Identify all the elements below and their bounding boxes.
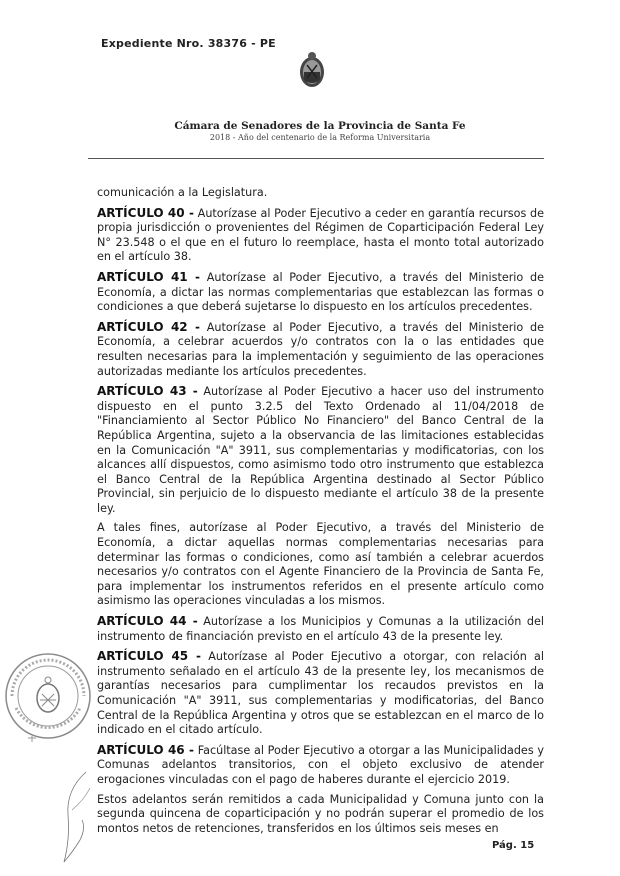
page-number: Pág. 15: [492, 840, 535, 851]
article-42: ARTÍCULO 42 - Autorízase al Poder Ejecutivo, a través del Ministerio de Economía, a celebrar acuerdos y/o contratos con la o las entidades que resulten necesarias para la implementación y seguimiento de las operaciones autorizadas mediante los artículos precedentes.: [97, 319, 544, 378]
article-heading: ARTÍCULO 42 -: [97, 319, 200, 334]
official-stamp-icon: [2, 650, 94, 742]
article-heading: ARTÍCULO 40 -: [97, 205, 194, 220]
article-heading: ARTÍCULO 43 -: [97, 384, 198, 399]
chamber-title: Cámara de Senadores de la Provincia de Santa Fe: [174, 120, 466, 132]
article-44: ARTÍCULO 44 - Autorízase a los Municipios y Comunas a la utilización del instrumento de financiación previsto en el artículo 43 de la presente ley.: [97, 614, 544, 643]
article-heading: ARTÍCULO 44 -: [97, 614, 198, 629]
paragraph: Estos adelantos serán remitidos a cada Municipalidad y Comuna junto con la segunda quincena de coparticipación y no podrán superar el promedio de los montos netos de retenciones, transferidos en los últimos seis meses en: [97, 792, 544, 835]
paragraph: A tales fines, autorízase al Poder Ejecutivo, a través del Ministerio de Economía, a dictar aquellas normas complementarias necesarias para determinar las formas o condiciones, como así también a celebrar acuerdos necesarios y/o contratos con el Agente Financiero de la Provincia de Santa Fe, para implementar los instrumentos referidos en el presente artículo como asimismo las operaciones vinculadas a los mismos.: [97, 521, 544, 608]
paragraph: comunicación a la Legislatura.: [97, 186, 268, 199]
article-41: ARTÍCULO 41 - Autorízase al Poder Ejecutivo, a través del Ministerio de Economía, a dictar las normas complementarias que establezcan las formas o condiciones a que deberá sujetarse lo dispuesto en los artículos precedentes.: [97, 269, 544, 314]
header-divider: [88, 158, 544, 159]
expediente-number: Expediente Nro. 38376 - PE: [101, 37, 276, 50]
article-heading: ARTÍCULO 46 -: [97, 742, 194, 757]
article-heading: ARTÍCULO 45 -: [97, 649, 201, 664]
article-45: ARTÍCULO 45 - Autorízase al Poder Ejecutivo a otorgar, con relación al instrumento señalado en el artículo 43 de la presente ley, los mecanismos de garantías necesarios para cumplimentar los recaudos previstos en la Comunicación "A" 3911, sus complementarias y modificatorias, del Banco Central de la República Argentina y otros que se establezcan en el marco de lo indicado en el citado artículo.: [97, 649, 545, 737]
header-subtitle: 2018 - Año del centenario de la Reforma Universitaria: [209, 133, 431, 142]
province-seal-icon: [298, 50, 326, 90]
article-40: ARTÍCULO 40 - Autorízase al Poder Ejecutivo a ceder en garantía recursos de propia jurisdicción o provenientes del Régimen de Coparticipación Federal Ley N° 23.548 o el que en el futuro lo reemplace, hasta el monto total autorizado en el artículo 38.: [97, 205, 545, 264]
article-43: ARTÍCULO 43 - Autorízase al Poder Ejecutivo a hacer uso del instrumento dispuesto en el punto 3.2.5 del Texto Ordenado al 11/04/2018 de "Financiamiento al Sector Público No Financiero" del Banco Central de la República Argentina, sujeto a la observancia de las limitaciones establecidas en la Comunicación "A" 3911, sus complementarias y modificatorias, con los alcances allí dispuestos, como asimismo todo otro instrumento que establezca el Banco Central de la República Argentina destinado al Sector Público Provincial, sin perjuicio de lo dispuesto mediante el artículo 38 de la presente ley.: [97, 384, 544, 515]
document-body: [97, 186, 544, 841]
handwritten-signature: [58, 770, 108, 870]
article-heading: ARTÍCULO 41 -: [97, 269, 200, 284]
article-46: ARTÍCULO 46 - Facúltase al Poder Ejecutivo a otorgar a las Municipalidades y Comunas adelantos transitorios, con el objeto exclusivo de atender erogaciones vinculadas con el pago de haberes durante el ejercicio 2019.: [97, 742, 544, 786]
